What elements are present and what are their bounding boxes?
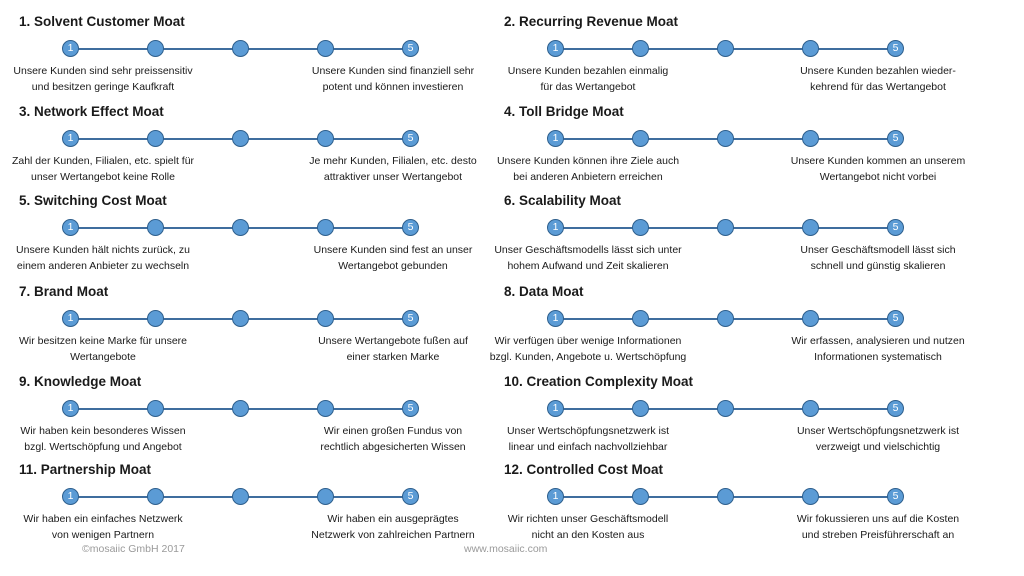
scale-point[interactable] [232, 310, 249, 327]
low-end-description [0, 63, 208, 95]
footer-copyright: ©mosaiic GmbH 2017 [82, 543, 185, 555]
scale-point[interactable] [632, 488, 649, 505]
scale-point[interactable] [717, 219, 734, 236]
scale-point[interactable] [147, 219, 164, 236]
rating-scale [485, 40, 997, 58]
moat-card [485, 98, 997, 188]
scale-point-low[interactable]: 1 [62, 40, 79, 57]
scale-point[interactable] [317, 130, 334, 147]
footer-url: www.mosaiic.com [464, 543, 548, 555]
low-end-description [0, 333, 208, 365]
low-end-description [483, 511, 693, 543]
low-end-description [0, 242, 208, 274]
description-line: Netzwerk von zahlreichen Partnern [311, 529, 475, 541]
high-end-description [773, 333, 983, 365]
scale-point-low[interactable]: 1 [547, 310, 564, 327]
low-end-description [483, 333, 693, 365]
rating-scale [0, 310, 512, 328]
moat-title: 10. Creation Complexity Moat [504, 374, 694, 389]
scale-point-high[interactable]: 5 [887, 219, 904, 236]
high-end-description [773, 242, 983, 274]
description-line: Wir richten unser Geschäftsmodell [507, 513, 669, 525]
description-line: und besitzen geringe Kaufkraft [31, 81, 175, 93]
description-line: linear und einfach nachvollziehbar [508, 441, 668, 453]
scale-point[interactable] [632, 400, 649, 417]
description-line: und streben Preisführerschaft an [801, 529, 955, 541]
description-line: Unsere Kunden hält nichts zurück, zu [16, 244, 190, 256]
rating-scale [485, 130, 997, 148]
scale-point-high[interactable]: 5 [887, 488, 904, 505]
scale-point[interactable] [317, 488, 334, 505]
description-line: nicht an den Kosten aus [531, 529, 645, 541]
high-end-description [288, 153, 498, 185]
moat-card [0, 8, 512, 98]
scale-point[interactable] [147, 488, 164, 505]
high-end-description [773, 511, 983, 543]
description-line: verzweigt und vielschichtig [815, 441, 941, 453]
scale-point[interactable] [232, 40, 249, 57]
scale-point[interactable] [232, 400, 249, 417]
moat-card [485, 8, 997, 98]
scale-point-high[interactable]: 5 [887, 310, 904, 327]
scale-point[interactable] [802, 219, 819, 236]
scale-point[interactable] [717, 40, 734, 57]
description-line: kehrend für das Wertangebot [810, 81, 946, 93]
moat-card [0, 187, 512, 277]
moat-card [0, 98, 512, 188]
moat-title: 3. Network Effect Moat [19, 104, 164, 119]
scale-point[interactable] [717, 400, 734, 417]
moat-card [485, 278, 997, 368]
scale-point[interactable] [717, 130, 734, 147]
scale-point[interactable] [632, 219, 649, 236]
rating-scale [0, 130, 512, 148]
scale-point[interactable] [147, 40, 164, 57]
description-line: einem anderen Anbieter zu wechseln [16, 260, 190, 272]
scale-point[interactable] [632, 40, 649, 57]
scale-point-low[interactable]: 1 [547, 488, 564, 505]
moat-card [0, 368, 512, 458]
rating-scale [0, 488, 512, 506]
description-line: unser Wertangebot keine Rolle [31, 171, 175, 183]
description-line: Wir verfügen über wenige Informationen [494, 335, 682, 347]
high-end-description [773, 423, 983, 455]
description-line: Informationen systematisch [814, 351, 942, 363]
rating-scale [485, 310, 997, 328]
rating-scale [485, 488, 997, 506]
description-line: Wir einen großen Fundus von [323, 425, 463, 437]
scale-point-high[interactable]: 5 [887, 400, 904, 417]
scale-point-high[interactable]: 5 [887, 130, 904, 147]
low-end-description [0, 423, 208, 455]
scale-point[interactable] [632, 130, 649, 147]
rating-scale [0, 40, 512, 58]
description-line: Unsere Kunden kommen an unserem [790, 155, 966, 167]
scale-point[interactable] [717, 310, 734, 327]
moat-card [485, 187, 997, 277]
description-line: Unser Wertschöpfungsnetzwerk ist [796, 425, 960, 437]
rating-scale [485, 219, 997, 237]
description-line: Unsere Kunden bezahlen einmalig [507, 65, 669, 77]
low-end-description [483, 242, 693, 274]
scale-point[interactable] [802, 400, 819, 417]
scale-point-high[interactable]: 5 [402, 40, 419, 57]
rating-scale [485, 400, 997, 418]
description-line: Wir haben ein ausgeprägtes [327, 513, 459, 525]
scale-point[interactable] [232, 219, 249, 236]
low-end-description [0, 511, 208, 543]
description-line: Wertangebot gebunden [338, 260, 448, 272]
description-line: Wir besitzen keine Marke für unsere [18, 335, 188, 347]
description-line: Unsere Kunden sind fest an unser [313, 244, 473, 256]
description-line: Wir erfassen, analysieren und nutzen [791, 335, 965, 347]
description-line: Wir haben ein einfaches Netzwerk [23, 513, 183, 525]
scale-point-low[interactable]: 1 [62, 130, 79, 147]
description-line: Unser Geschäftsmodell lässt sich [800, 244, 956, 256]
description-line: Unsere Kunden bezahlen wieder- [800, 65, 956, 77]
scale-point[interactable] [147, 400, 164, 417]
scale-point[interactable] [717, 488, 734, 505]
scale-point[interactable] [317, 40, 334, 57]
scale-point[interactable] [802, 310, 819, 327]
scale-point-high[interactable]: 5 [887, 40, 904, 57]
scale-point-low[interactable]: 1 [547, 400, 564, 417]
scale-point[interactable] [147, 130, 164, 147]
description-line: Unsere Kunden sind sehr preissensitiv [13, 65, 193, 77]
description-line: Wir fokussieren uns auf die Kosten [796, 513, 960, 525]
description-line: bei anderen Anbietern erreichen [513, 171, 663, 183]
description-line: für das Wertangebot [540, 81, 636, 93]
description-line: Unser Wertschöpfungsnetzwerk ist [506, 425, 670, 437]
moat-title: 6. Scalability Moat [504, 193, 622, 208]
description-line: Unsere Wertangebote fußen auf [318, 335, 468, 347]
moat-title: 1. Solvent Customer Moat [19, 14, 185, 29]
high-end-description [773, 63, 983, 95]
description-line: Unser Geschäftsmodells lässt sich unter [494, 244, 682, 256]
scale-point[interactable] [802, 40, 819, 57]
description-line: Zahl der Kunden, Filialen, etc. spielt für [11, 155, 195, 167]
description-line: Wertangebote [70, 351, 136, 363]
moat-title: 7. Brand Moat [19, 284, 109, 299]
high-end-description [288, 242, 498, 274]
high-end-description [288, 63, 498, 95]
description-line: von wenigen Partnern [51, 529, 155, 541]
scale-point[interactable] [317, 400, 334, 417]
description-line: Unsere Kunden sind finanziell sehr [311, 65, 475, 77]
scale-point-low[interactable]: 1 [62, 400, 79, 417]
scale-point-low[interactable]: 1 [62, 219, 79, 236]
high-end-description [288, 333, 498, 365]
moat-title: 12. Controlled Cost Moat [504, 462, 664, 477]
description-line: Wir haben kein besonderes Wissen [20, 425, 186, 437]
scale-point[interactable] [802, 488, 819, 505]
scale-point[interactable] [317, 219, 334, 236]
scale-point-low[interactable]: 1 [547, 40, 564, 57]
scale-point-high[interactable]: 5 [402, 310, 419, 327]
high-end-description [288, 511, 498, 543]
moat-title: 2. Recurring Revenue Moat [504, 14, 679, 29]
scale-point[interactable] [802, 130, 819, 147]
moat-title: 5. Switching Cost Moat [19, 193, 167, 208]
description-line: attraktiver unser Wertangebot [323, 171, 463, 183]
moat-title: 9. Knowledge Moat [19, 374, 142, 389]
description-line: rechtlich abgesicherten Wissen [320, 441, 466, 453]
scale-point[interactable] [232, 488, 249, 505]
moat-title: 4. Toll Bridge Moat [504, 104, 624, 119]
rating-scale [0, 219, 512, 237]
low-end-description [483, 153, 693, 185]
description-line: potent und können investieren [322, 81, 464, 93]
scale-point-high[interactable]: 5 [402, 488, 419, 505]
scale-point-low[interactable]: 1 [62, 488, 79, 505]
low-end-description [483, 423, 693, 455]
scale-point-high[interactable]: 5 [402, 400, 419, 417]
low-end-description [0, 153, 208, 185]
description-line: schnell und günstig skalieren [810, 260, 946, 272]
scale-point[interactable] [232, 130, 249, 147]
scale-point[interactable] [147, 310, 164, 327]
scale-point-low[interactable]: 1 [62, 310, 79, 327]
moat-title: 11. Partnership Moat [19, 462, 152, 477]
description-line: hohem Aufwand und Zeit skalieren [507, 260, 669, 272]
moat-title: 8. Data Moat [504, 284, 584, 299]
description-line: Unsere Kunden können ihre Ziele auch [496, 155, 680, 167]
moat-card [0, 278, 512, 368]
scale-point[interactable] [317, 310, 334, 327]
description-line: Je mehr Kunden, Filialen, etc. desto [309, 155, 477, 167]
scale-point-low[interactable]: 1 [547, 130, 564, 147]
moat-card [485, 456, 997, 546]
description-line: Wertangebot nicht vorbei [819, 171, 937, 183]
high-end-description [288, 423, 498, 455]
high-end-description [773, 153, 983, 185]
low-end-description [483, 63, 693, 95]
scale-point[interactable] [632, 310, 649, 327]
description-line: einer starken Marke [346, 351, 440, 363]
scale-point-high[interactable]: 5 [402, 219, 419, 236]
scale-point-low[interactable]: 1 [547, 219, 564, 236]
description-line: bzgl. Kunden, Angebote u. Wertschöpfung [489, 351, 687, 363]
moat-card [485, 368, 997, 458]
description-line: bzgl. Wertschöpfung und Angebot [24, 441, 182, 453]
moat-card [0, 456, 512, 546]
rating-scale [0, 400, 512, 418]
scale-point-high[interactable]: 5 [402, 130, 419, 147]
